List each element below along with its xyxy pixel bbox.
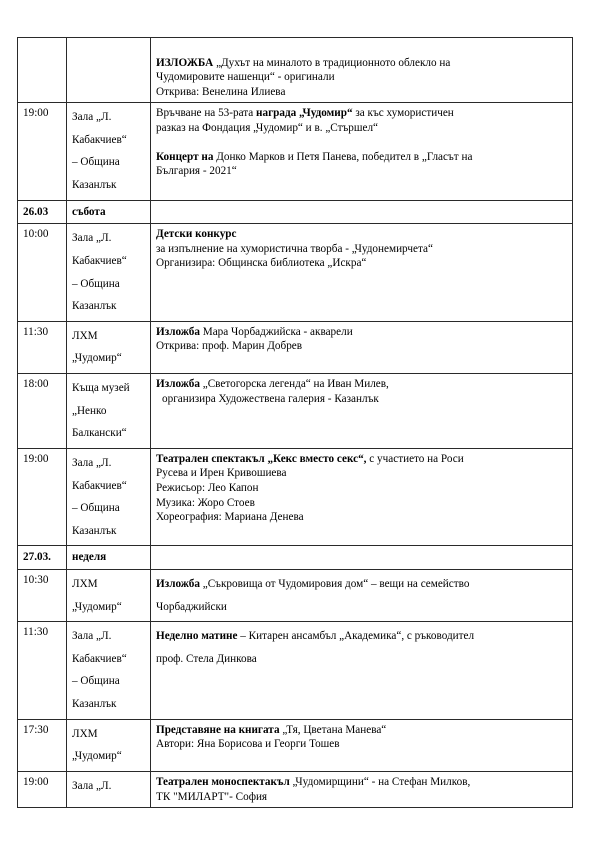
detail-emphasis: Театрален спектакъл xyxy=(156,452,268,465)
venue-line: Казанлък xyxy=(72,300,117,313)
table-row xyxy=(18,103,573,201)
event-time-cell: 18:00 xyxy=(18,374,67,449)
detail-text: Музика: Жоро Стоев xyxy=(156,496,255,509)
detail-line xyxy=(156,496,568,511)
event-time-cell: 11:30 xyxy=(18,622,67,720)
detail-line xyxy=(156,106,568,121)
table-row xyxy=(18,771,573,807)
detail-line xyxy=(156,227,568,242)
detail-emphasis: Театрален моноспектакъл xyxy=(156,775,293,788)
venue-line: Кабакчиев“ xyxy=(72,652,127,665)
detail-text: Открива: Венелина Илиева xyxy=(156,85,286,98)
detail-text: Автори: Яна Борисова и Георги Тошев xyxy=(156,738,340,751)
table-row xyxy=(18,569,573,621)
event-time-cell: 10:00 xyxy=(18,224,67,322)
venue-line: – Община xyxy=(72,502,120,515)
venue-line: Кабакчиев“ xyxy=(72,254,127,267)
detail-text: Връчване на 53-рата xyxy=(156,107,257,120)
detail-emphasis: Концерт на xyxy=(156,150,217,163)
schedule-table-body xyxy=(18,38,573,808)
detail-text: България - 2021“ xyxy=(156,165,237,178)
event-detail-cell xyxy=(151,546,573,570)
venue-line: – Община xyxy=(72,277,120,290)
table-row xyxy=(18,38,573,103)
detail-text: Чорбаджийски xyxy=(156,600,227,613)
detail-text: проф. Стела Динкова xyxy=(156,652,257,665)
detail-emphasis: ИЗЛОЖБА xyxy=(156,56,217,69)
venue-line: Кабакчиев“ xyxy=(72,133,127,146)
schedule-table xyxy=(17,37,573,808)
detail-emphasis: „Кекс вместо секс“, xyxy=(267,452,367,465)
detail-text: „Светогорска легенда“ на Иван Милев, xyxy=(202,378,389,391)
event-detail-cell xyxy=(151,374,573,449)
detail-text: с участието на Роси xyxy=(366,452,464,465)
venue-line: ЛХМ xyxy=(72,727,98,740)
event-time-cell: 19:00 xyxy=(18,771,67,807)
venue-line: – Община xyxy=(72,156,120,169)
table-row xyxy=(18,622,573,720)
venue-line: ЛХМ xyxy=(72,577,98,590)
detail-emphasis: Изложба xyxy=(156,378,203,391)
event-detail-cell xyxy=(151,448,573,546)
event-detail-cell xyxy=(151,38,573,103)
table-row xyxy=(18,224,573,322)
event-time-cell: 11:30 xyxy=(18,321,67,373)
detail-text: за изпълнение на хумористична творба - „Чудонемирчета“ xyxy=(156,242,433,255)
detail-spacer xyxy=(156,41,568,56)
detail-emphasis: Изложба xyxy=(156,325,203,338)
event-detail-cell xyxy=(151,200,573,224)
event-venue-cell xyxy=(67,448,151,546)
detail-line xyxy=(156,596,568,619)
event-venue-cell xyxy=(67,374,151,449)
venue-line: „Чудомир“ xyxy=(72,600,122,613)
detail-line xyxy=(156,85,568,100)
venue-line: ЛХМ xyxy=(72,329,98,342)
day-name-cell: събота xyxy=(67,200,151,224)
detail-line xyxy=(156,325,568,340)
detail-line xyxy=(156,339,568,354)
detail-line xyxy=(156,481,568,496)
detail-text: Открива: проф. Марин Добрев xyxy=(156,340,303,353)
detail-text: Русева и Ирен Кривошиева xyxy=(156,467,287,480)
detail-line xyxy=(156,510,568,525)
venue-line: Кабакчиев“ xyxy=(72,479,127,492)
event-venue-cell xyxy=(67,321,151,373)
detail-line xyxy=(156,648,568,671)
venue-line: Казанлък xyxy=(72,179,117,192)
detail-text: „Тя, Цветана Манева“ xyxy=(282,723,387,736)
table-row xyxy=(18,719,573,771)
venue-line: Зала „Л. xyxy=(72,456,112,469)
event-venue-cell xyxy=(67,622,151,720)
event-time-cell xyxy=(18,38,67,103)
venue-line: Балкански“ xyxy=(72,427,127,440)
detail-line xyxy=(156,392,568,407)
detail-text: „Чудомирщини“ - на Стефан Милков, xyxy=(292,775,471,788)
venue-line: „Чудомир“ xyxy=(72,750,122,763)
detail-line xyxy=(156,150,568,165)
detail-spacer xyxy=(156,135,568,150)
detail-text: Организира: Общинска библиотека „Искра“ xyxy=(156,257,367,270)
detail-line xyxy=(156,56,568,71)
event-venue-cell xyxy=(67,38,151,103)
detail-text: за къс хумористичен xyxy=(352,107,454,120)
venue-line: Зала „Л. xyxy=(72,111,112,124)
detail-line xyxy=(156,775,568,790)
detail-line xyxy=(156,452,568,467)
venue-line: Зала „Л. xyxy=(72,779,112,792)
event-time-cell: 17:30 xyxy=(18,719,67,771)
detail-text: Хореография: Мариана Денева xyxy=(156,511,304,524)
detail-line xyxy=(156,573,568,596)
table-row xyxy=(18,374,573,449)
detail-line xyxy=(156,625,568,648)
detail-text: ТК "МИЛАРТ"- София xyxy=(156,790,268,803)
detail-text: организира Художествена галерия - Казанлък xyxy=(162,392,379,405)
detail-line xyxy=(156,723,568,738)
detail-text: „Духът на миналото в традиционното облекло на xyxy=(216,56,451,69)
detail-line xyxy=(156,164,568,179)
detail-emphasis: Представяне на книгата xyxy=(156,723,283,736)
detail-text: „Съкровища от Чудомировия дом“ – вещи на семейство xyxy=(202,577,470,590)
event-detail-cell xyxy=(151,321,573,373)
venue-line: „Ненко xyxy=(72,404,107,417)
table-row xyxy=(18,321,573,373)
event-venue-cell xyxy=(67,569,151,621)
event-venue-cell xyxy=(67,224,151,322)
detail-emphasis: Изложба xyxy=(156,577,203,590)
detail-emphasis: Детски конкурс xyxy=(156,228,237,241)
venue-line: – Община xyxy=(72,675,120,688)
event-detail-cell xyxy=(151,719,573,771)
event-venue-cell xyxy=(67,771,151,807)
venue-line: „Чудомир“ xyxy=(72,352,122,365)
event-venue-cell xyxy=(67,103,151,201)
detail-text: Режисьор: Лео Капон xyxy=(156,482,259,495)
detail-line xyxy=(156,121,568,136)
detail-line xyxy=(156,70,568,85)
detail-line xyxy=(156,256,568,271)
event-detail-cell xyxy=(151,771,573,807)
detail-line xyxy=(156,790,568,805)
detail-text: Мара Чорбаджийска - акварели xyxy=(202,325,353,338)
event-detail-cell xyxy=(151,622,573,720)
day-date-cell: 27.03. xyxy=(18,546,67,570)
event-time-cell: 19:00 xyxy=(18,448,67,546)
event-detail-cell xyxy=(151,569,573,621)
detail-line xyxy=(156,377,568,392)
day-header-row xyxy=(18,546,573,570)
detail-text: – Китарен ансамбъл „Академика“, с ръководител xyxy=(237,630,475,643)
table-row xyxy=(18,448,573,546)
event-venue-cell xyxy=(67,719,151,771)
event-time-cell: 19:00 xyxy=(18,103,67,201)
day-date-cell: 26.03 xyxy=(18,200,67,224)
day-name-cell: неделя xyxy=(67,546,151,570)
detail-emphasis: Неделно матине xyxy=(156,630,238,643)
detail-text: Чудомировите нашенци“ - оригинали xyxy=(156,71,335,84)
event-detail-cell xyxy=(151,224,573,322)
detail-emphasis: награда „Чудомир“ xyxy=(256,107,353,120)
venue-line: Казанлък xyxy=(72,698,117,711)
detail-text: Донко Марков и Петя Панева, победител в „Гласът на xyxy=(216,150,473,163)
event-detail-cell xyxy=(151,103,573,201)
venue-line: Зала „Л. xyxy=(72,630,112,643)
detail-line xyxy=(156,737,568,752)
detail-text: разказ на Фондация „Чудомир“ и в. „Стършел“ xyxy=(156,121,379,134)
detail-line xyxy=(156,242,568,257)
event-time-cell: 10:30 xyxy=(18,569,67,621)
venue-line: Къща музей xyxy=(72,382,130,395)
venue-line: Казанлък xyxy=(72,524,117,537)
day-header-row xyxy=(18,200,573,224)
detail-line xyxy=(156,466,568,481)
venue-line: Зала „Л. xyxy=(72,232,112,245)
